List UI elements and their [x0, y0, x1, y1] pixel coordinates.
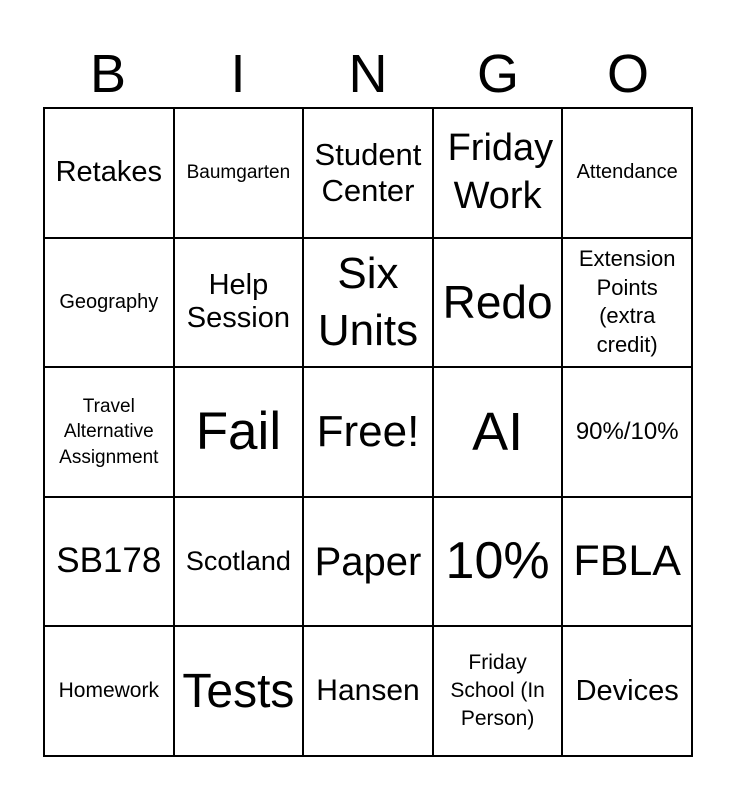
- cell-text: Retakes: [55, 156, 162, 189]
- bingo-cell: [304, 498, 434, 628]
- header-letter-n: N: [348, 44, 388, 104]
- cell-text: Travel Alternative Assignment: [59, 395, 159, 468]
- bingo-cell: [45, 109, 175, 239]
- bingo-cell: [45, 368, 175, 498]
- bingo-cell: [175, 627, 305, 757]
- cell-text: Paper: [314, 539, 422, 584]
- bingo-cell: [434, 498, 564, 628]
- cell-text: Tests: [182, 664, 295, 718]
- header-letter-g: G: [476, 44, 519, 104]
- cell-text: Friday Work: [447, 127, 554, 217]
- cell-text: Six Units: [317, 249, 419, 356]
- cell-text: Friday School (In Person): [450, 650, 545, 731]
- bingo-cell: [434, 239, 564, 369]
- cell-text: Homework: [58, 679, 159, 703]
- bingo-cell: [434, 109, 564, 239]
- bingo-cell: [563, 239, 693, 369]
- bingo-cell: [563, 627, 693, 757]
- bingo-header: [43, 40, 693, 108]
- header-letter-i: I: [230, 44, 246, 104]
- cell-text: Student Center: [314, 137, 422, 208]
- cell-text: Geography: [59, 290, 159, 313]
- cell-text: Scotland: [185, 546, 291, 577]
- bingo-cell: [45, 627, 175, 757]
- cell-text: Fail: [195, 401, 282, 461]
- cell-text: Devices: [575, 674, 679, 707]
- bingo-cell: [434, 627, 564, 757]
- bingo-board: [43, 107, 693, 757]
- cell-text: 90%/10%: [575, 418, 679, 446]
- bingo-cell: [304, 239, 434, 369]
- cell-text: Hansen: [316, 673, 420, 707]
- header-letter-b: B: [89, 44, 127, 104]
- bingo-cell: [45, 498, 175, 628]
- cell-text: Baumgarten: [186, 161, 291, 183]
- bingo-cell: [563, 498, 693, 628]
- cell-text: 10%: [445, 531, 550, 590]
- bingo-cell: [304, 368, 434, 498]
- cell-text: Help Session: [186, 269, 290, 335]
- header-letter-o: O: [606, 44, 649, 104]
- cell-text: Attendance: [576, 161, 678, 184]
- bingo-cell: [175, 368, 305, 498]
- bingo-cell: [563, 368, 693, 498]
- bingo-cell: [175, 109, 305, 239]
- bingo-cell: [304, 109, 434, 239]
- bingo-cell: [175, 498, 305, 628]
- cell-text: Extension Points (extra credit): [578, 246, 676, 357]
- bingo-cell: [175, 239, 305, 369]
- cell-text: Free!: [316, 406, 420, 456]
- bingo-cell: [45, 239, 175, 369]
- bingo-cell: [563, 109, 693, 239]
- bingo-cell: [434, 368, 564, 498]
- cell-text: SB178: [56, 541, 162, 581]
- cell-text: FBLA: [573, 536, 681, 585]
- cell-text: AI: [472, 401, 524, 462]
- cell-text: Redo: [442, 275, 553, 328]
- bingo-cell: [304, 627, 434, 757]
